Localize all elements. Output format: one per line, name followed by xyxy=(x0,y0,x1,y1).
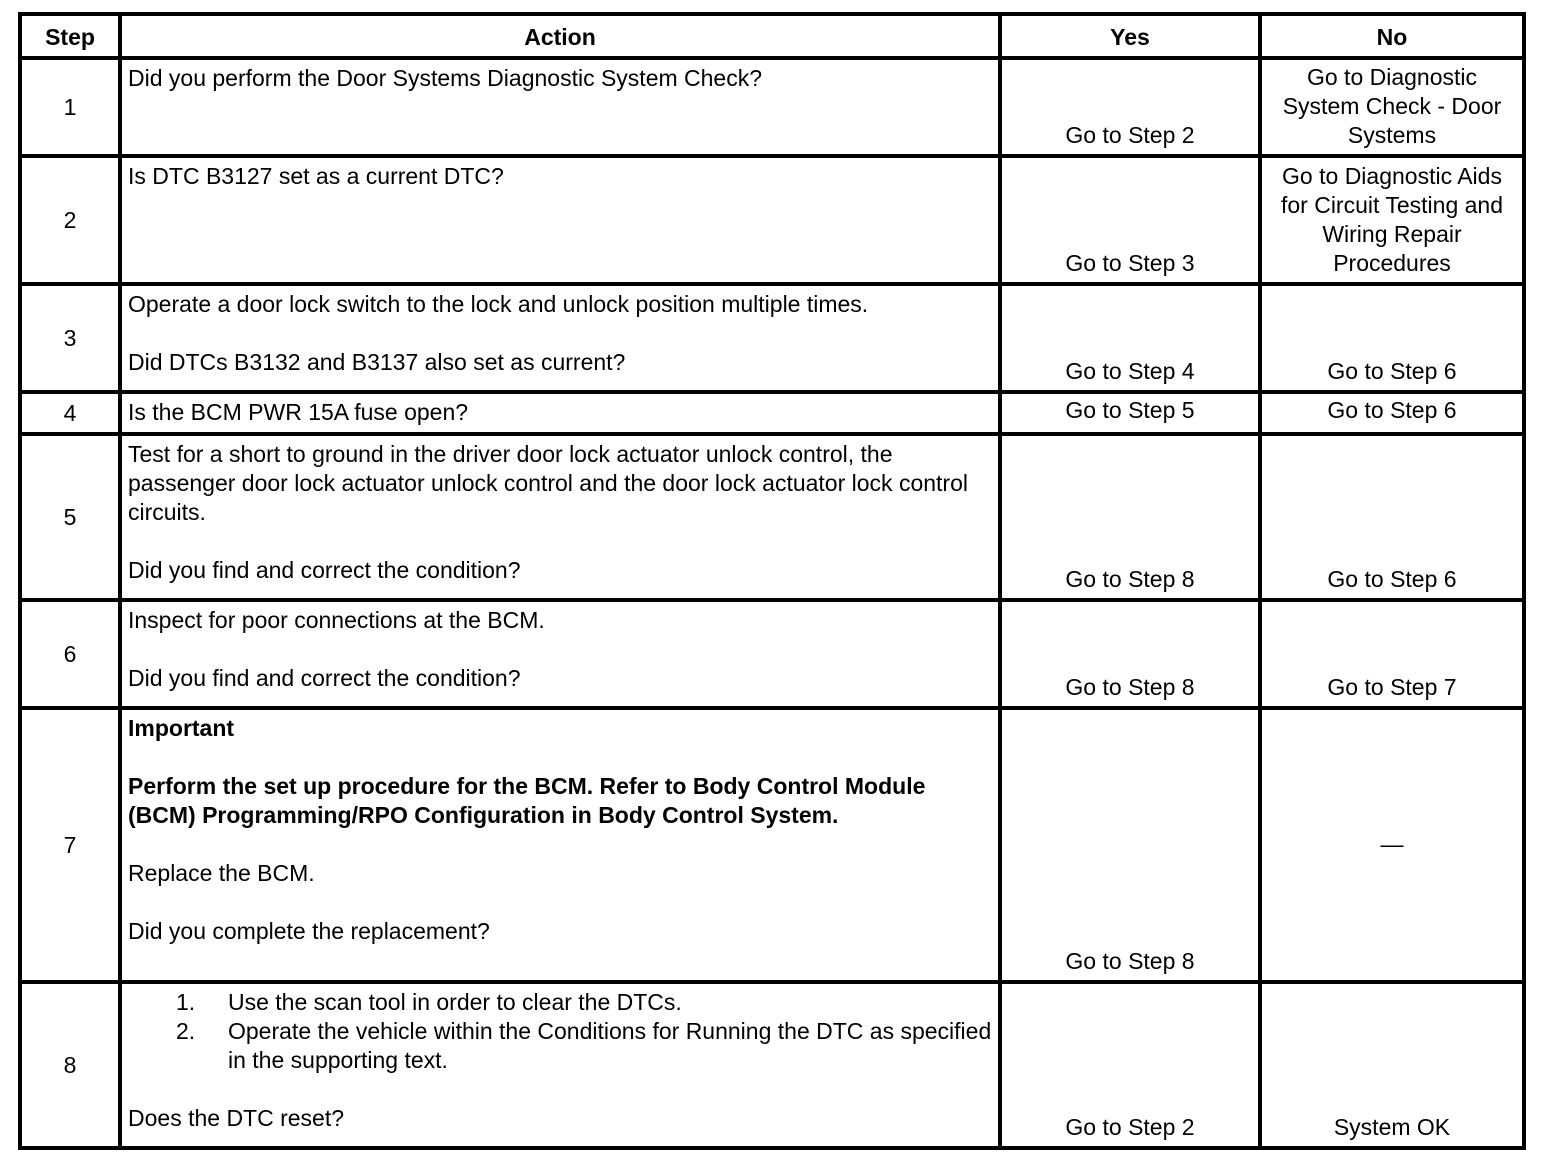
no-result: — xyxy=(1260,708,1524,982)
yes-result: Go to Step 5 xyxy=(1000,392,1260,434)
header-row xyxy=(20,14,1524,58)
step-number: 1 xyxy=(20,58,120,156)
list-item xyxy=(128,1017,992,1075)
no-result: Go to Diagnostic System Check - Door Systems xyxy=(1260,58,1524,156)
action-cell xyxy=(120,58,1000,156)
action-question: Does the DTC reset? xyxy=(128,1105,345,1131)
action-question: Did you complete the replacement? xyxy=(128,918,490,944)
important-text: Perform the set up procedure for the BCM. Refer to Body Control Module (BCM) Programming/RPO Configuration in Body Control System. xyxy=(128,773,926,828)
action-cell xyxy=(120,434,1000,600)
no-result: Go to Step 7 xyxy=(1260,600,1524,708)
table-row xyxy=(20,156,1524,284)
list-item xyxy=(128,988,992,1017)
action-question: Did DTCs B3132 and B3137 also set as current? xyxy=(128,349,626,375)
no-result: Go to Step 6 xyxy=(1260,434,1524,600)
action-question: Did you find and correct the condition? xyxy=(128,557,521,583)
action-text: Replace the BCM. xyxy=(128,860,315,886)
action-cell xyxy=(120,392,1000,434)
action-cell xyxy=(120,156,1000,284)
yes-result: Go to Step 3 xyxy=(1000,156,1260,284)
list-text: Operate the vehicle within the Conditions for Running the DTC as specified in the supporting text. xyxy=(228,1018,992,1073)
step-number: 3 xyxy=(20,284,120,392)
header-no: No xyxy=(1260,14,1524,58)
no-result: Go to Step 6 xyxy=(1260,392,1524,434)
action-cell xyxy=(120,284,1000,392)
yes-result: Go to Step 2 xyxy=(1000,58,1260,156)
yes-result: Go to Step 2 xyxy=(1000,982,1260,1148)
yes-result: Go to Step 4 xyxy=(1000,284,1260,392)
action-question: Is the BCM PWR 15A fuse open? xyxy=(128,399,469,425)
action-question: Did you find and correct the condition? xyxy=(128,665,521,691)
yes-result: Go to Step 8 xyxy=(1000,434,1260,600)
list-number: 2. xyxy=(176,1018,196,1044)
table-row xyxy=(20,434,1524,600)
table-row xyxy=(20,600,1524,708)
table-row xyxy=(20,982,1524,1148)
diagnostic-table xyxy=(18,12,1526,1150)
header-action: Action xyxy=(120,14,1000,58)
table-row xyxy=(20,58,1524,156)
step-number: 5 xyxy=(20,434,120,600)
action-cell xyxy=(120,982,1000,1148)
no-result: Go to Diagnostic Aids for Circuit Testing and Wiring Repair Procedures xyxy=(1260,156,1524,284)
step-number: 4 xyxy=(20,392,120,434)
table-row xyxy=(20,392,1524,434)
action-cell xyxy=(120,708,1000,982)
important-label: Important xyxy=(128,715,235,741)
yes-result: Go to Step 8 xyxy=(1000,708,1260,982)
action-question: Did you perform the Door Systems Diagnostic System Check? xyxy=(128,65,763,91)
action-text: Inspect for poor connections at the BCM. xyxy=(128,607,545,633)
no-result: System OK xyxy=(1260,982,1524,1148)
action-text: Test for a short to ground in the driver door lock actuator unlock control, the passenger door lock actuator unlock control and the door lock actuator lock control circuits. xyxy=(128,441,968,525)
action-question: Is DTC B3127 set as a current DTC? xyxy=(128,163,504,189)
step-number: 7 xyxy=(20,708,120,982)
step-number: 8 xyxy=(20,982,120,1148)
no-result: Go to Step 6 xyxy=(1260,284,1524,392)
step-number: 6 xyxy=(20,600,120,708)
step-number: 2 xyxy=(20,156,120,284)
yes-result: Go to Step 8 xyxy=(1000,600,1260,708)
header-step: Step xyxy=(20,14,120,58)
action-cell xyxy=(120,600,1000,708)
table-row xyxy=(20,284,1524,392)
table-row xyxy=(20,708,1524,982)
list-number: 1. xyxy=(176,989,196,1015)
list-text: Use the scan tool in order to clear the DTCs. xyxy=(228,989,682,1015)
header-yes: Yes xyxy=(1000,14,1260,58)
action-text: Operate a door lock switch to the lock and unlock position multiple times. xyxy=(128,291,869,317)
